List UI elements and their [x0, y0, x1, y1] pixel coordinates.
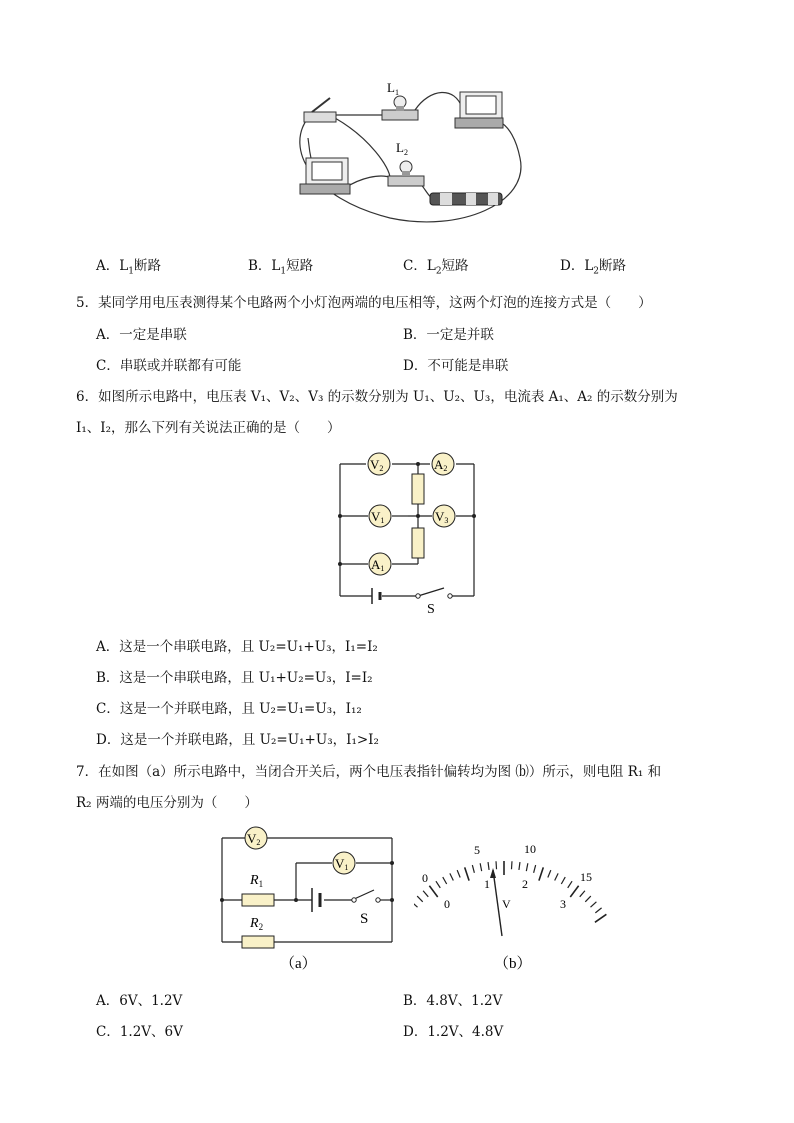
caption-b: （b）: [494, 956, 532, 972]
unit-v: V: [502, 897, 511, 911]
q7-meter-scale-figure-b: [414, 836, 614, 976]
switch-label-s: S: [427, 602, 435, 616]
meter-v1: [369, 505, 391, 527]
scale-tick: [568, 881, 572, 888]
q4-option-c[interactable]: C．$L_2$短路: [403, 258, 469, 277]
outer-tick-10: 10: [524, 842, 536, 856]
scale-tick: [570, 886, 578, 897]
q6-stem-line1: 6．如图所示电路中，电压表 V₁、V₂、V₃ 的示数分别为 U₁、U₂、U₃，电流表 A₁、A₂ 的示数分别为: [76, 389, 678, 405]
scale-tick: [534, 865, 536, 873]
meter-v2: [368, 453, 390, 475]
svg-text:V2: V2: [370, 457, 384, 473]
switch-icon: [304, 98, 336, 122]
q7-stem-line1: 7．在如图（a）所示电路中，当闭合开关后，两个电压表指针偏转均为图 ⒝）所示，则电阻 R₁ 和: [76, 764, 662, 780]
svg-text:A1: A1: [371, 557, 385, 573]
scale-tick: [548, 870, 551, 877]
q7-option-d[interactable]: D．1.2V、4.8V: [403, 1024, 504, 1040]
scale-tick: [590, 902, 596, 907]
q6-stem-line2: I₁、I₂，那么下列有关说法正确的是（ ）: [76, 420, 341, 436]
q4-circuit-figure: [290, 78, 530, 238]
scale-tick: [457, 870, 460, 877]
q7-option-c[interactable]: C．1.2V、6V: [96, 1024, 183, 1040]
q5-option-b[interactable]: B．一定是并联: [403, 327, 494, 343]
resistor-top: [412, 474, 424, 504]
meter-top-right-icon: [455, 92, 503, 128]
q6-circuit-figure: [334, 448, 480, 616]
q5-option-c[interactable]: C．串联或并联都有可能: [96, 358, 242, 374]
q5-stem: 5．某同学用电压表测得某个电路两个小灯泡两端的电压相等，这两个灯泡的连接方式是（ ）: [76, 295, 652, 311]
svg-text:V3: V3: [435, 509, 449, 525]
scale-tick: [539, 867, 543, 880]
q5-option-a[interactable]: A．一定是串联: [96, 327, 187, 343]
q4-option-a[interactable]: A．$L_1$断路: [96, 258, 161, 277]
scale-tick: [496, 861, 497, 869]
meter-v3: [433, 505, 455, 527]
svg-text:V1: V1: [371, 509, 385, 525]
scale-tick: [595, 914, 606, 922]
meter-left-icon: [300, 158, 350, 194]
scale-tick: [465, 867, 469, 880]
meter-v1: [333, 852, 355, 874]
scale-tick: [450, 873, 453, 880]
q6-option-a[interactable]: A．这是一个串联电路，且 U₂=U₁+U₃，I₁=I₂: [96, 639, 378, 655]
resistor-bottom: [412, 528, 424, 558]
scale-tick: [519, 862, 520, 870]
inner-tick-0: 0: [444, 897, 450, 911]
scale-tick: [555, 873, 558, 880]
svg-text:V2: V2: [247, 831, 261, 847]
outer-tick-15: 15: [580, 870, 592, 884]
q4-option-d[interactable]: D．$L_2$断路: [560, 258, 627, 277]
scale-tick: [472, 865, 474, 873]
q4-option-b[interactable]: B．$L_1$短路: [248, 258, 314, 277]
resistor-r2: [242, 936, 274, 948]
label-l1: $L_1$: [387, 80, 399, 97]
meter-a2: [432, 453, 454, 475]
inner-tick-3: 3: [560, 897, 566, 911]
scale-tick: [423, 891, 428, 897]
scale-tick: [595, 908, 601, 913]
inner-tick-2: 2: [522, 877, 528, 891]
scale-tick: [414, 902, 418, 907]
caption-a: （a）: [280, 956, 317, 972]
scale-tick: [488, 862, 489, 870]
meter-v2: [245, 827, 267, 849]
q7-circuit-figure-a: [212, 820, 402, 978]
resistor-r1: [242, 894, 274, 906]
scale-tick: [417, 896, 423, 902]
scale-tick: [585, 896, 591, 902]
scale-tick: [429, 886, 437, 897]
svg-text:V1: V1: [335, 856, 349, 872]
needle: [493, 870, 502, 936]
scale-ticks: [414, 861, 606, 922]
q6-option-b[interactable]: B．这是一个串联电路，且 U₁+U₂=U₃，I=I₂: [96, 670, 373, 686]
scale-tick: [443, 877, 447, 884]
outer-tick-0: 0: [422, 871, 428, 885]
scale-tick: [436, 881, 440, 888]
q7-stem-line2: R₂ 两端的电压分别为（ ）: [76, 795, 258, 811]
bulb-l2-icon: [388, 161, 424, 186]
q5-option-d[interactable]: D．不可能是串联: [403, 358, 509, 374]
outer-tick-5: 5: [474, 843, 480, 857]
q7-option-a[interactable]: A．6V、1.2V: [96, 993, 183, 1009]
label-r2: $R_2$: [250, 916, 264, 932]
q7-option-b[interactable]: B．4.8V、1.2V: [403, 993, 503, 1009]
scale-tick: [511, 861, 512, 869]
scale-tick: [526, 863, 528, 871]
scale-tick: [561, 877, 565, 884]
label-r1: $R_1$: [250, 873, 264, 889]
label-l2: $L_2$: [396, 140, 408, 157]
meter-a1: [369, 553, 391, 575]
svg-text:A2: A2: [434, 457, 448, 473]
battery-icon: [430, 193, 502, 205]
inner-tick-1: 1: [484, 877, 490, 891]
q6-option-c[interactable]: C．这是一个并联电路，且 U₂=U₁=U₃，I₁₂: [96, 701, 362, 717]
scale-tick: [580, 891, 585, 897]
bulb-l1-icon: [382, 96, 418, 120]
switch-label-s: S: [360, 911, 369, 927]
scale-tick: [480, 863, 482, 871]
q6-option-d[interactable]: D．这是一个并联电路，且 U₂=U₁+U₃，I₁>I₂: [96, 732, 379, 748]
